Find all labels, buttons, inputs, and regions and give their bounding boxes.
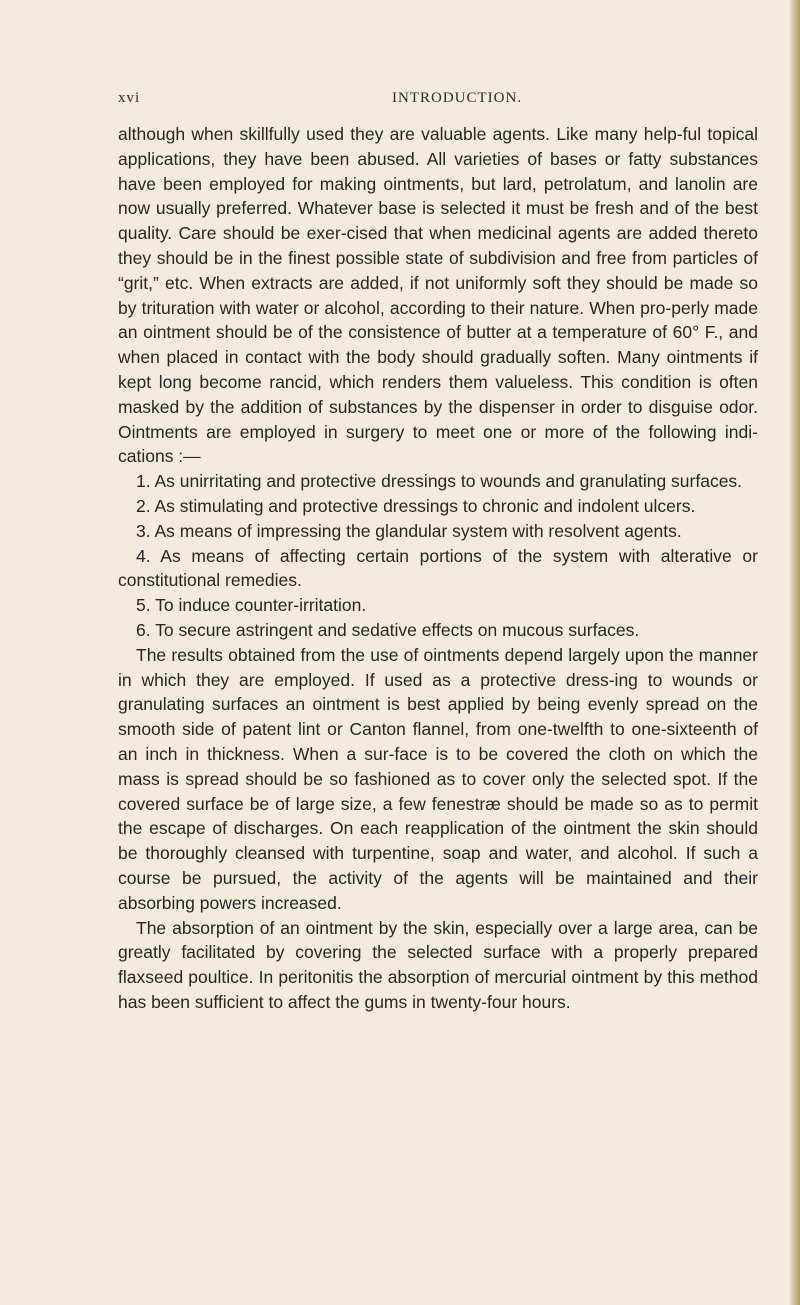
paragraph-absorption: The absorption of an ointment by the skin, especially over a large area, can be greatly facilitated by covering the selected surface with a properly prepared flaxseed poultice. In peritonitis the absorption of mercurial ointment by this method has been sufficient to affect the gums in twenty-four hours. bbox=[118, 917, 758, 1012]
page-number: xvi bbox=[118, 90, 141, 106]
running-title: INTRODUCTION. bbox=[392, 90, 523, 106]
paragraph-results: The results obtained from the use of ointments depend largely upon the manner in which they are employed. If used as a protective dress-ing to wounds or granulating surfaces an ointment is best applied by being evenly spread on the smooth side of patent lint or Canton flannel, from one-twelfth to one-sixteenth of an inch in thickness. When a sur-face is to be covered the cloth on which the mass is spread should be so fashioned as to cover only the selected spot. If the covered surface be of large size, a few fenestræ should be made so as to permit the escape of discharges. On each reapplication of the ointment the skin should be thoroughly cleansed with turpentine, soap and water, and alcohol. If such a course be pursued, the activity of the agents will be maintained and their absorbing powers increased. bbox=[118, 644, 758, 913]
body-text bbox=[118, 122, 758, 1015]
list-item: 1. As unirritating and protective dressings to wounds and granulating surfaces. bbox=[136, 471, 743, 492]
list-item: 5. To induce counter-irritation. bbox=[136, 595, 367, 616]
list-item: 6. To secure astringent and sedative effects on mucous surfaces. bbox=[136, 619, 640, 640]
list-item: 3. As means of impressing the glandular system with resolvent agents. bbox=[136, 520, 682, 541]
page-edge bbox=[790, 0, 800, 1305]
list-item: 4. As means of affecting certain portions of the system with alterative or constitutional remedies. bbox=[118, 545, 758, 591]
paragraph-ointment-bases: although when skillfully used they are valuable agents. Like many help-ful topical applications, they have been abused. All varieties of bases or fatty substances have been employed for making ointments, but lard, petrolatum, and lanolin are now usually preferred. Whatever base is selected it must be fresh and of the best quality. Care should be exer-cised that when medicinal agents are added thereto they should be in the finest possible state of subdivision and free from particles of “grit,” etc. When extracts are added, if not uniformly soft they should be made so by trituration with water or alcohol, according to their nature. When pro-perly made an ointment should be of the consistence of butter at a temperature of 60° F., and when placed in contact with the body should gradually soften. Many ointments if kept long become rancid, which renders them valueless. This condition is often masked by the addition of substances by the dispenser in order to disguise odor. Ointments are employed in surgery to meet one or more of the following indi-cations :— bbox=[118, 124, 758, 467]
running-head bbox=[118, 90, 758, 114]
list-item: 2. As stimulating and protective dressings to chronic and indolent ulcers. bbox=[136, 495, 696, 516]
